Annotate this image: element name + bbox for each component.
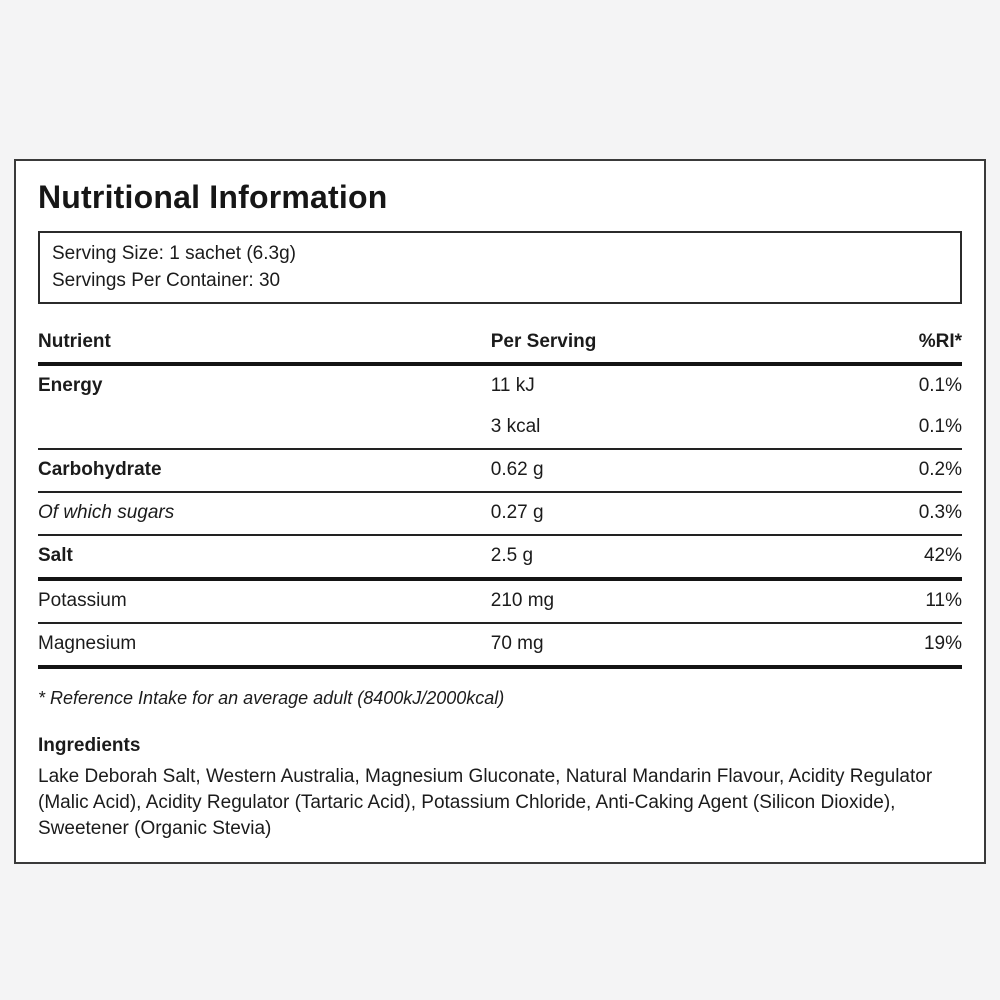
nutrition-label-card [14,159,986,864]
nutrient-cell [38,407,491,449]
page-title: Nutritional Information [38,179,388,215]
nutrient-cell: Salt [38,535,491,579]
reference-intake-footnote: * Reference Intake for an average adult (8400kJ/2000kcal) [38,687,505,708]
table-row-energy-kcal [38,407,962,449]
per-serving-cell: 0.62 g [491,449,796,492]
table-header-row [38,325,962,364]
per-serving-cell: 11 kJ [490,374,535,396]
ri-cell: 0.2% [796,449,962,492]
ri-cell: 0.3% [796,492,962,535]
per-serving-cell: 210 mg [491,579,796,623]
column-header-ri: %RI* [796,325,962,364]
serving-size-text: Serving Size: 1 sachet (6.3g) [52,242,296,264]
per-serving-cell: 3 kcal [491,407,796,449]
table-row-energy-kj [38,364,962,407]
nutrition-table [38,325,962,669]
ri-cell: 0.1% [796,407,962,449]
nutrient-cell: Carbohydrate [38,449,491,492]
nutrient-cell: Magnesium [38,623,491,667]
column-header-per-serving: Per Serving [491,325,796,364]
nutrient-cell: Of which sugars [38,492,491,535]
table-row-magnesium [38,623,962,667]
table-row-potassium [38,579,962,623]
ri-cell: 42% [796,535,962,579]
ingredients-text: Lake Deborah Salt, Western Australia, Magnesium Gluconate, Natural Mandarin Flavour, Acidity Regulator (Malic Acid), Acidity Regulator (Tartaric Acid), Potassium Chloride, Anti-Caking Agent (Silicon Dioxide), Sweetener (Organic Stevia) [38,765,933,839]
ingredients-heading: Ingredients [38,734,141,756]
servings-per-container-text: Servings Per Container: 30 [52,269,281,291]
ri-cell: 19% [796,623,962,667]
ri-cell: 11% [796,579,962,623]
nutrient-cell: Energy [38,374,103,396]
column-header-nutrient: Nutrient [38,325,491,364]
ri-cell: 0.1% [918,374,962,396]
per-serving-cell: 70 mg [491,623,796,667]
per-serving-cell: 0.27 g [491,492,796,535]
per-serving-cell: 2.5 g [491,535,796,579]
table-row-carbohydrate [38,449,962,492]
table-row-sugars [38,492,962,535]
nutrient-cell: Potassium [38,579,491,623]
table-row-salt [38,535,962,579]
serving-info-box [38,231,962,304]
